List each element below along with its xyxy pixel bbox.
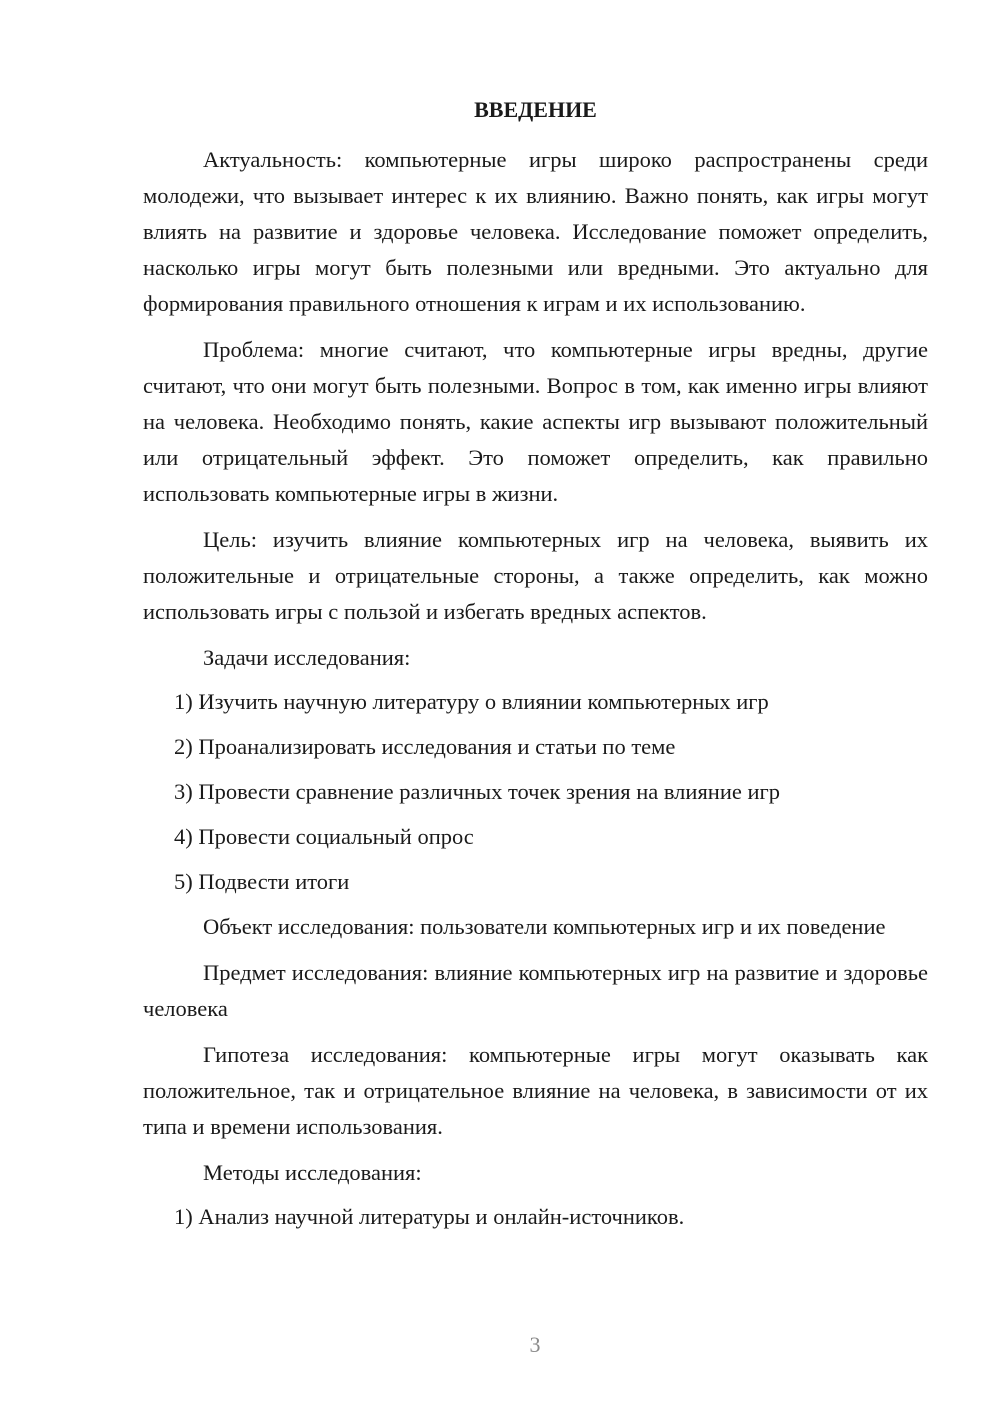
task-item: 2) Проанализировать исследования и статьи по теме: [174, 734, 676, 759]
subject-paragraph: Предмет исследования: влияние компьютерных игр на развитие и здоровье человека: [143, 960, 928, 1021]
page-number: 3: [529, 1332, 541, 1357]
method-item: 1) Анализ научной литературы и онлайн-источников.: [174, 1204, 685, 1229]
goal-paragraph: Цель: изучить влияние компьютерных игр на человека, выявить их положительные и отрицательные стороны, а также определить, как можно использовать игры с пользой и избегать вредных аспектов.: [143, 527, 928, 624]
tasks-list: [143, 684, 928, 900]
task-item: 3) Провести сравнение различных точек зрения на влияние игр: [174, 779, 781, 804]
methods-list: [143, 1199, 928, 1235]
methods-heading: Методы исследования:: [203, 1160, 422, 1185]
relevance-paragraph: Актуальность: компьютерные игры широко распространены среди молодежи, что вызывает интерес к их влиянию. Важно понять, как игры могут влиять на развитие и здоровье человека. Исследование поможет определить, насколько игры могут быть полезными или вредными. Это актуально для формирования правильного отношения к играм и их использованию.: [143, 147, 928, 316]
task-item: 1) Изучить научную литературу о влиянии компьютерных игр: [174, 689, 769, 714]
task-item: 4) Провести социальный опрос: [174, 824, 474, 849]
object-paragraph: Объект исследования: пользователи компьютерных игр и их поведение: [203, 914, 886, 939]
task-item: 5) Подвести итоги: [174, 869, 350, 894]
section-title: ВВЕДЕНИЕ: [474, 97, 597, 122]
page-content: [143, 92, 928, 1244]
problem-paragraph: Проблема: многие считают, что компьютерные игры вредны, другие считают, что они могут быть полезными. Вопрос в том, как именно игры влияют на человека. Необходимо понять, какие аспекты игр вызывают положительный или отрицательный эффект. Это поможет определить, как правильно использовать компьютерные игры в жизни.: [143, 337, 928, 506]
tasks-heading: Задачи исследования:: [203, 645, 411, 670]
hypothesis-paragraph: Гипотеза исследования: компьютерные игры могут оказывать как положительное, так и отрицательное влияние на человека, в зависимости от их типа и времени использования.: [143, 1042, 928, 1139]
